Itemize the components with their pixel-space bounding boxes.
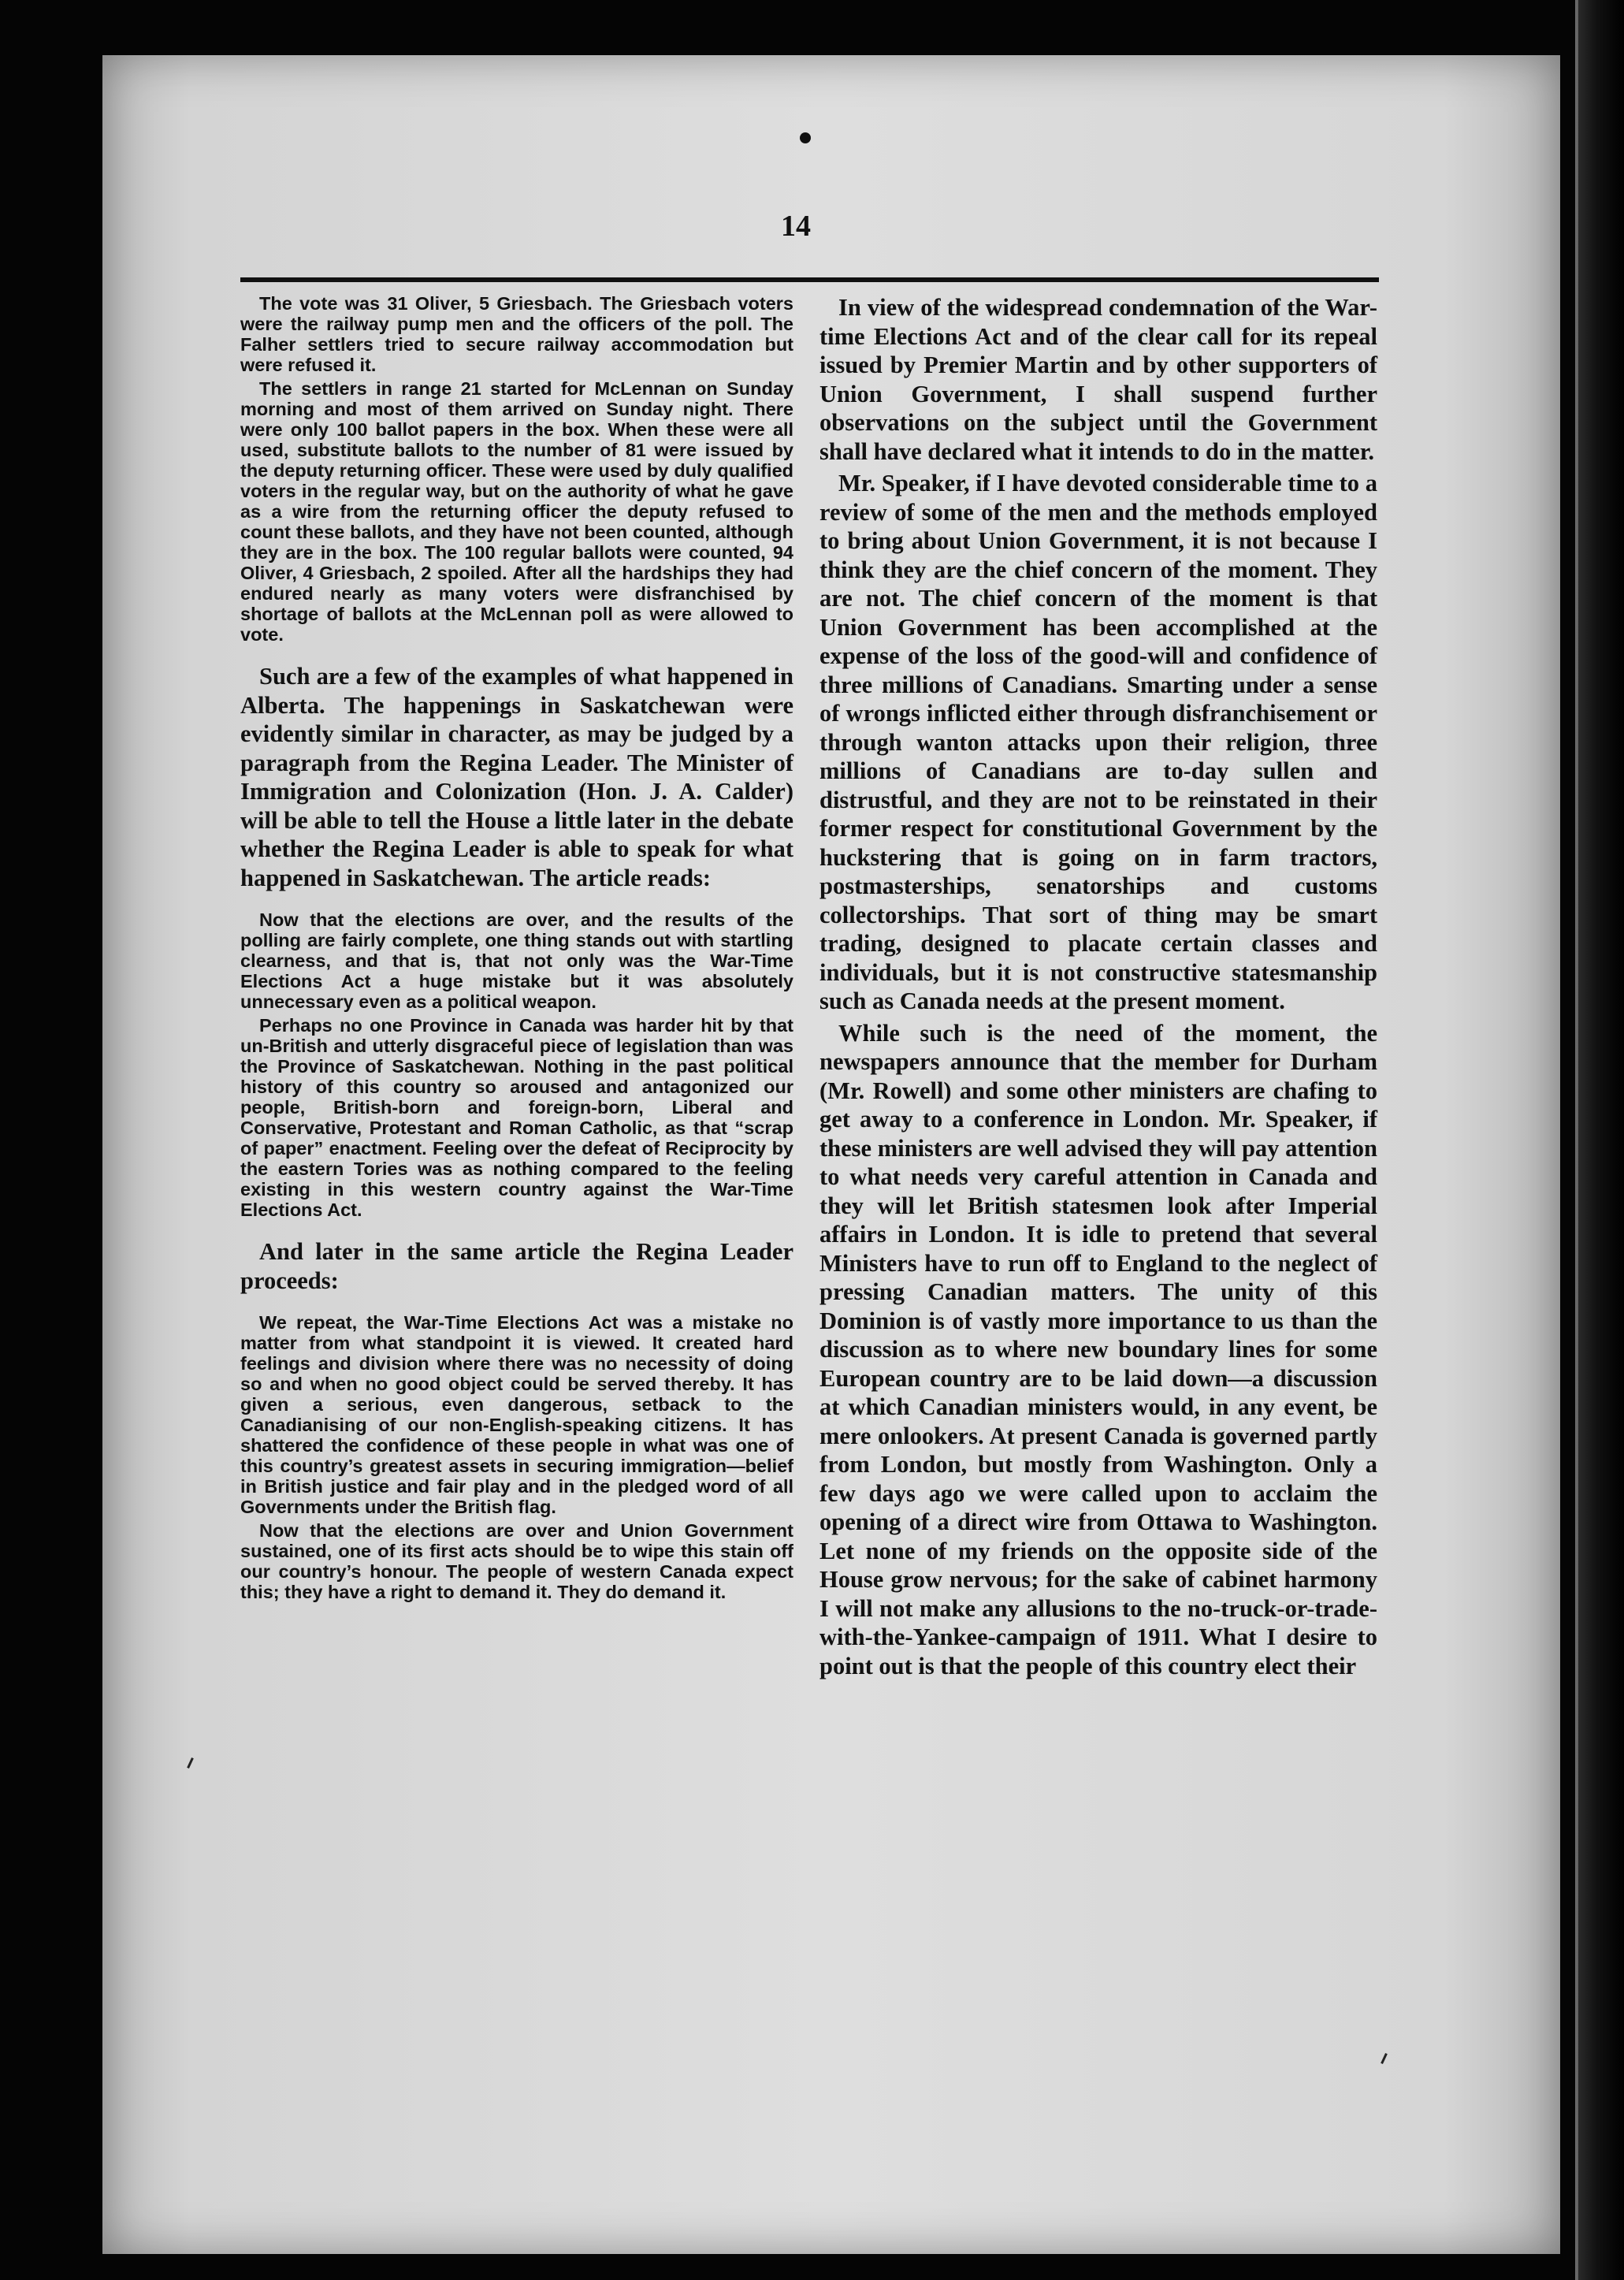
book-binding bbox=[1578, 0, 1624, 2280]
left-quote-elections-over: Now that the elections are over, and the results of the polling are fairly complete, one thing stands out with startling clearness, and that is, that not only was the War-Time Elections Act a huge mistake but it was absolutely unnecessary even as a political weapon. bbox=[240, 909, 793, 1012]
left-paragraph-settlers: The settlers in range 21 started for McLennan on Sunday morning and most of them arrived on Sunday night. There were only 100 ballot papers in the box. When these were all used, substitute ballots to the number of 81 were issued by the deputy returning officer. These were used by duly qualified voters in the regular way, but on the authority of what he gave as a wire from the returning officer the deputy refused to count these ballots, and they have not been counted, although they are in the box. The 100 regular ballots were counted, 94 Oliver, 4 Griesbach, 2 spoiled. After all the hardships they had endured nearly as many voters were disfranchised by shortage of ballots at the McLennan poll as were allowed to vote. bbox=[240, 378, 793, 645]
left-quote-union-government: Now that the elections are over and Union Government sustained, one of its first acts should be to wipe this stain off our country’s honour. The people of western Canada expect this; they have a right to demand it. They do demand it. bbox=[240, 1520, 793, 1602]
page-number: 14 bbox=[781, 210, 811, 243]
right-paragraph-condemnation: In view of the widespread condemnation of the War-time Elections Act and of the clear call for its repeal issued by Premier Martin and by other supporters of Union Government, I shall suspend further observations on the subject until the Government shall have declared what it intends to do in the matter. bbox=[819, 294, 1377, 465]
left-paragraph-vote: The vote was 31 Oliver, 5 Griesbach. The Griesbach voters were the railway pump men and the officers of the poll. The Falher settlers tried to secure railway accommodation but were refused it. bbox=[240, 293, 793, 375]
left-quote-saskatchewan: Perhaps no one Province in Canada was harder hit by that un-British and utterly disgraceful piece of legislation than was the Province of Saskatchewan. Nothing in the past political history of this country so aroused and antagonized our people, British-born and foreign-born, Liberal and Conservative, Protestant and Roman Catholic, as that “scrap of paper” enactment. Feeling over the defeat of Reciprocity by the eastern Tories was as nothing compared to the feeling existing in this western country against the War-Time Elections Act. bbox=[240, 1015, 793, 1220]
left-paragraph-later: And later in the same article the Regina Leader proceeds: bbox=[240, 1238, 793, 1294]
left-paragraph-examples: Such are a few of the examples of what happened in Alberta. The happenings in Saskatchewan were evidently similar in character, as may be judged by a paragraph from the Regina Leader. The Minister of Immigration and Colonization (Hon. J. A. Calder) will be able to tell the House a little later in the debate whether the Regina Leader is able to speak for what happened in Saskatchewan. The article reads: bbox=[240, 663, 793, 891]
header-rule bbox=[240, 277, 1379, 282]
left-quote-we-repeat: We repeat, the War-Time Elections Act was a mistake no matter from what standpoint it is viewed. It created hard feelings and division where there was no necessity of doing so and when no good object could be served thereby. It has given a serious, even dangerous, setback to the Canadianising of our non-English-speaking citizens. It has shattered the confidence of these people in what was one of this country’s greatest assets in securing immigration—belief in British justice and fair play and in the pledged word of all Governments under the British flag. bbox=[240, 1312, 793, 1517]
right-paragraph-mr-speaker: Mr. Speaker, if I have devoted considerable time to a review of some of the men and the methods employed to bring about Union Government, it is not because I think they are the chief concern of the moment. They are not. The chief concern of the moment is that Union Government has been accomplished at the expense of the loss of the good-will and confidence of three millions of Canadians. Smarting under a sense of wrongs inflicted either through disfranchisement or through wanton attacks upon their religion, three millions of Canadians are to-day sullen and distrustful, and they are not to be reinstated in their former respect for constitutional Government by the huckstering that is going on in farm tractors, postmasterships, senatorships and customs collectorships. That sort of thing may be smart trading, designed to placate certain classes and individuals, but it is not constructive statesmanship such as Canada needs at the present moment. bbox=[819, 470, 1377, 1014]
left-column bbox=[240, 293, 793, 1602]
ink-dot bbox=[800, 132, 811, 143]
right-column bbox=[819, 293, 1377, 1680]
right-paragraph-need-of-moment: While such is the need of the moment, the newspapers announce that the member for Durham (Mr. Rowell) and some other ministers are chafing to get away to a conference in London. Mr. Speaker, if these ministers are well advised they will pay attention to what needs very careful attention in Canada and they will let British statesmen look after Imperial affairs in London. It is idle to pretend that several Ministers have to run off to England to the neglect of pressing Canadian matters. The unity of this Dominion is of vastly more importance to us than the discussion as to where new boundary lines for some European country are to be laid down—a discussion at which Canadian ministers would, in any event, be mere onlookers. At present Canada is governed partly from London, but mostly from Washington. Only a few days ago we were called upon to acclaim the opening of a direct wire from Ottawa to Washington. Let none of my friends on the opposite side of the House grow nervous; for the sake of cabinet harmony I will not make any allusions to the no-truck-or-trade-with-the-Yankee-campaign of 1911. What I desire to point out is that the people of this country elect their bbox=[819, 1019, 1377, 1679]
